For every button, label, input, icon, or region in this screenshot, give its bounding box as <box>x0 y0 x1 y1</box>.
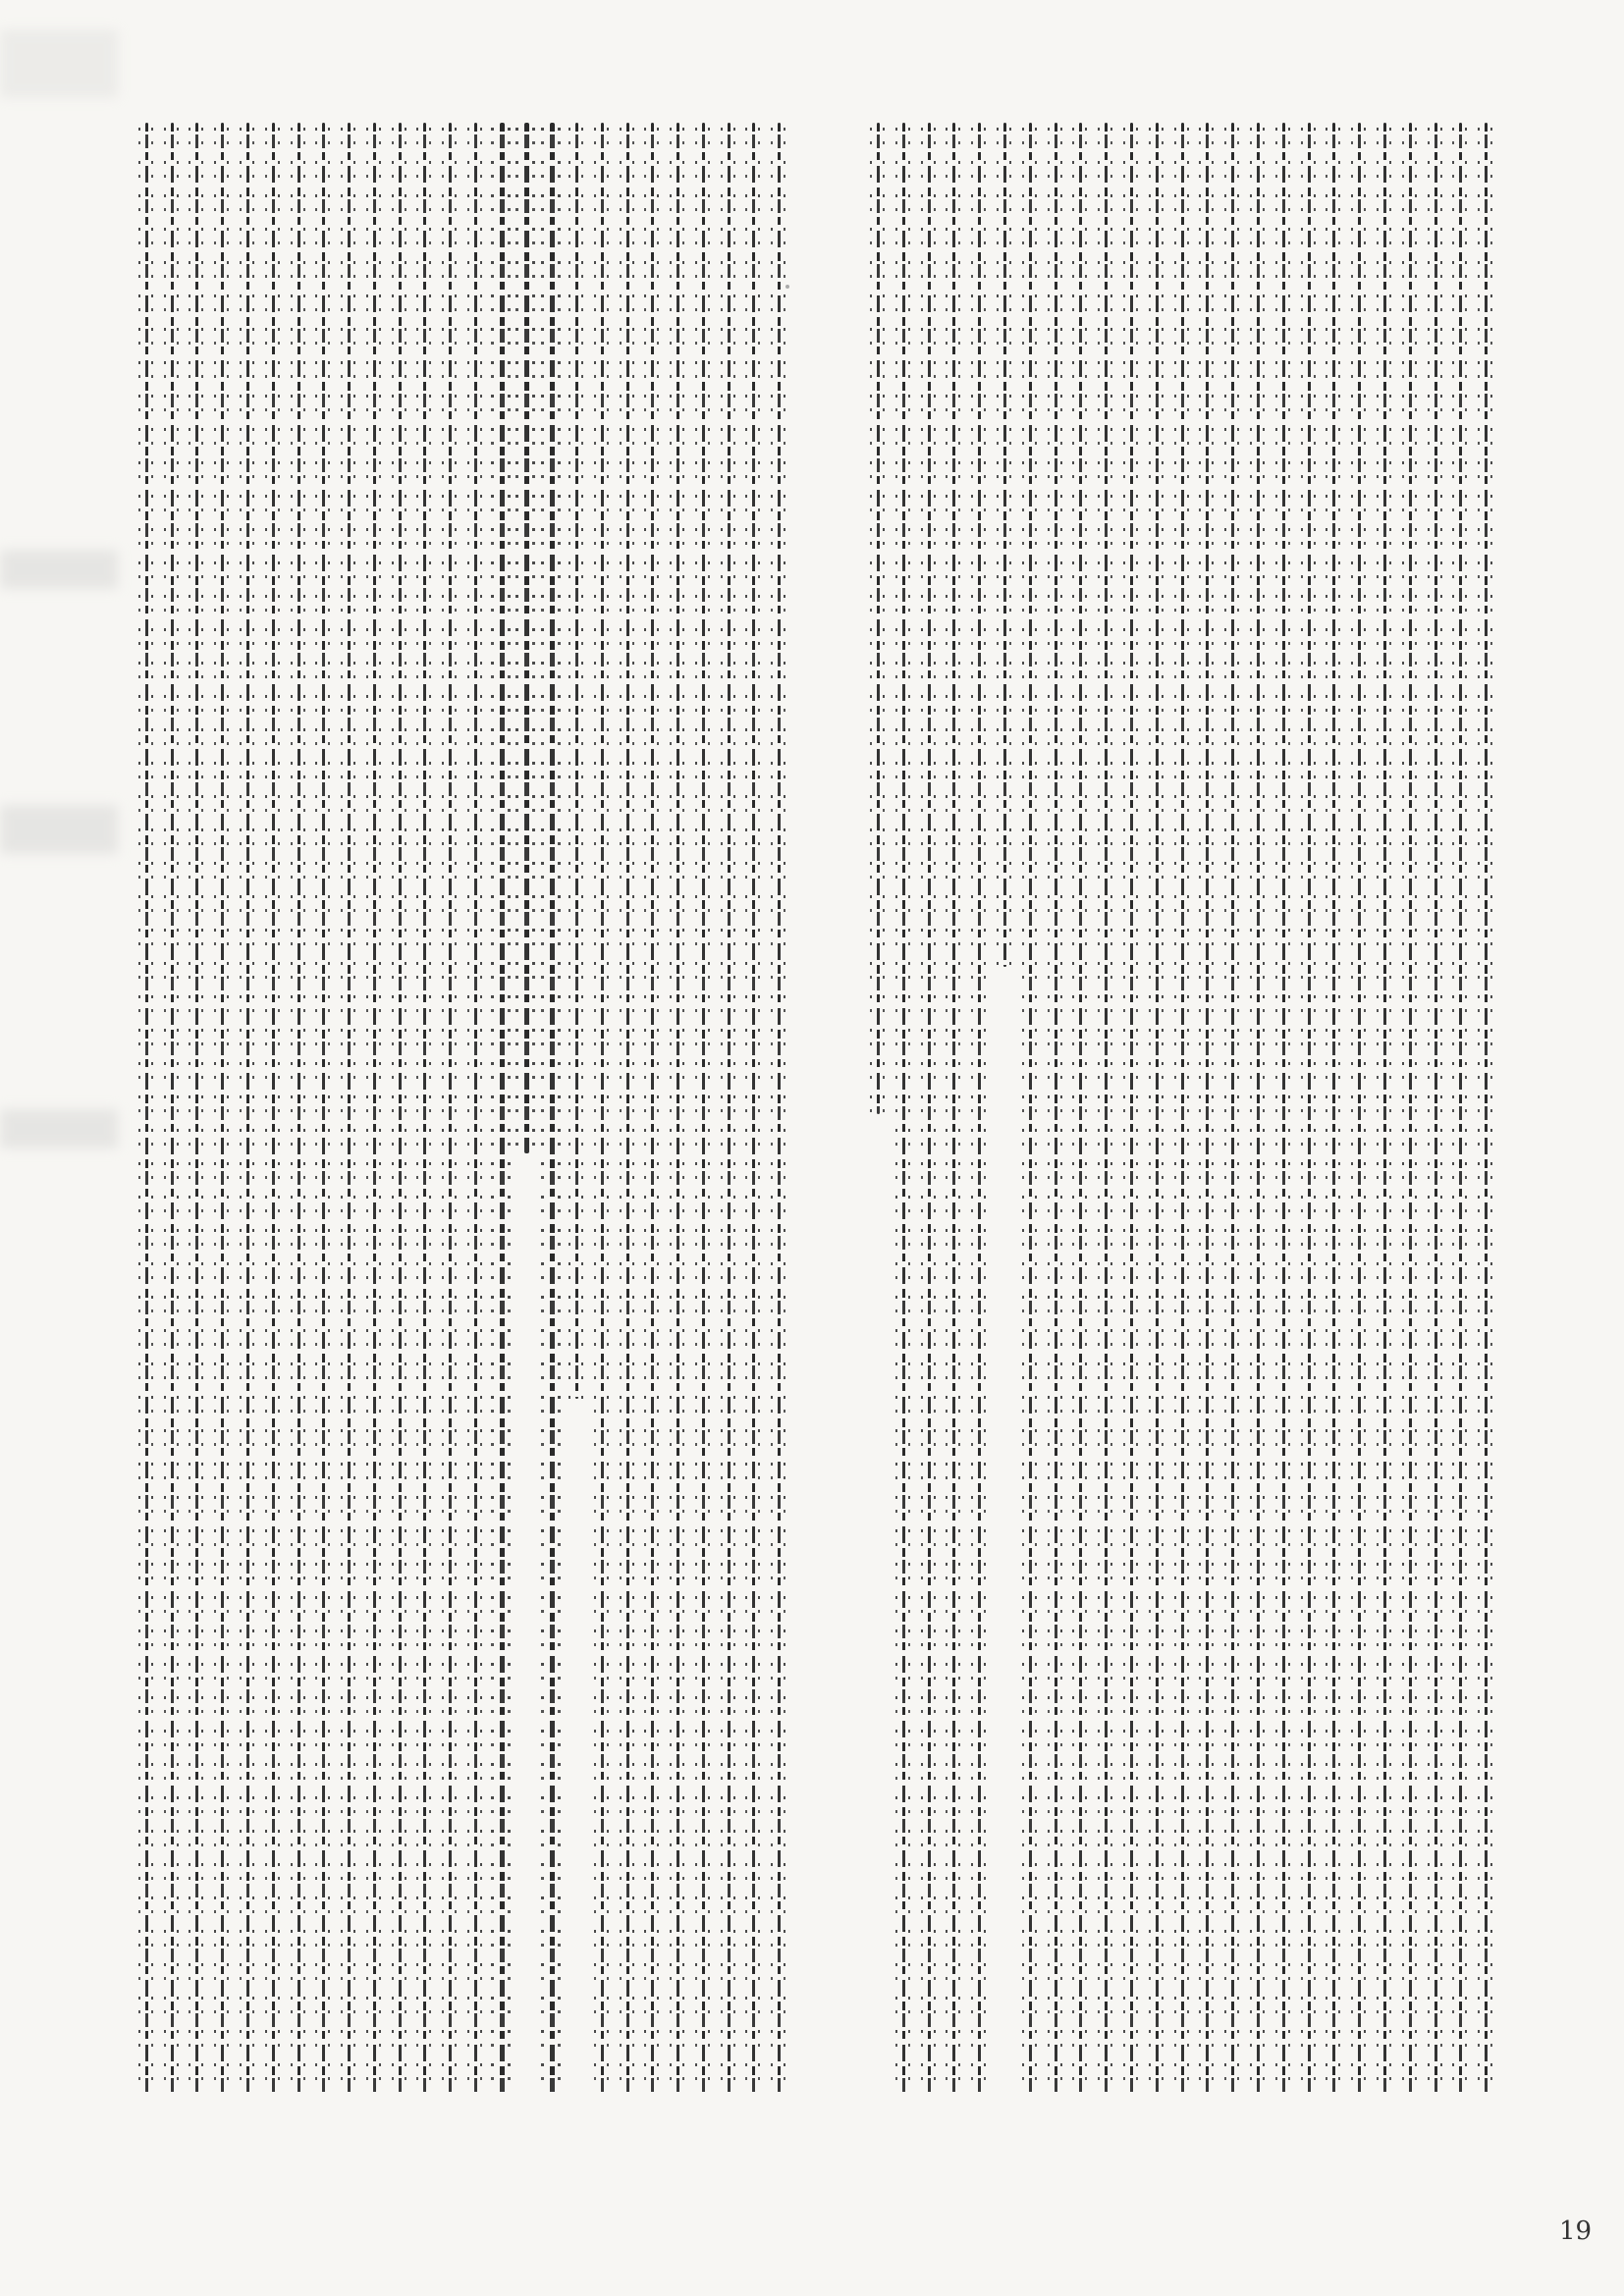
right-text-column <box>854 123 1507 2106</box>
scan-smudge <box>0 1109 118 1148</box>
text-line <box>1055 123 1057 2096</box>
text-line <box>1079 123 1082 2096</box>
text-line <box>952 123 955 2096</box>
scan-smudge <box>0 805 118 854</box>
text-line <box>449 123 452 2096</box>
text-line <box>272 123 275 2096</box>
text-line <box>373 123 376 2096</box>
text-line <box>1282 123 1285 2096</box>
text-line <box>1029 123 1032 2096</box>
text-line <box>575 123 578 1399</box>
text-line <box>1435 123 1437 2096</box>
text-line <box>195 123 198 2096</box>
text-line <box>1130 123 1133 2096</box>
text-line <box>1156 123 1159 2096</box>
text-line <box>1308 123 1311 2096</box>
scan-smudge <box>0 29 118 98</box>
text-line <box>1409 123 1412 2096</box>
heading-line <box>524 123 529 1153</box>
text-line <box>1231 123 1234 2096</box>
text-line <box>651 123 654 2096</box>
text-line <box>1332 123 1335 2096</box>
heading-line <box>500 123 505 2096</box>
heading-line <box>550 123 555 2096</box>
text-line <box>399 123 402 2096</box>
text-line <box>877 123 880 1114</box>
text-line <box>752 123 755 2096</box>
scan-smudge <box>0 550 118 589</box>
text-line <box>474 123 477 2096</box>
text-line <box>171 123 174 2096</box>
text-line <box>677 123 679 2096</box>
left-text-column <box>123 123 800 2106</box>
text-line <box>1459 123 1462 2096</box>
text-line <box>1257 123 1260 2096</box>
text-line <box>322 123 325 2096</box>
text-line <box>978 123 981 2096</box>
text-line <box>702 123 705 2096</box>
text-line <box>1105 123 1108 2096</box>
text-line <box>626 123 629 2096</box>
text-line <box>928 123 931 2096</box>
text-line <box>246 123 249 2096</box>
text-line <box>298 123 300 2096</box>
text-line <box>728 123 731 2096</box>
text-line <box>423 123 426 2096</box>
text-line <box>221 123 224 2096</box>
text-line <box>145 123 148 2096</box>
text-line <box>902 123 905 2096</box>
text-line <box>1485 123 1488 2096</box>
text-line <box>1181 123 1184 2096</box>
text-line <box>601 123 604 2096</box>
text-line <box>1206 123 1209 2096</box>
page-number: 19 <box>1559 2216 1593 2246</box>
text-line <box>778 123 781 2096</box>
text-line <box>1358 123 1361 2096</box>
text-line <box>348 123 351 2096</box>
text-line <box>1003 123 1006 967</box>
text-line <box>1383 123 1386 2096</box>
